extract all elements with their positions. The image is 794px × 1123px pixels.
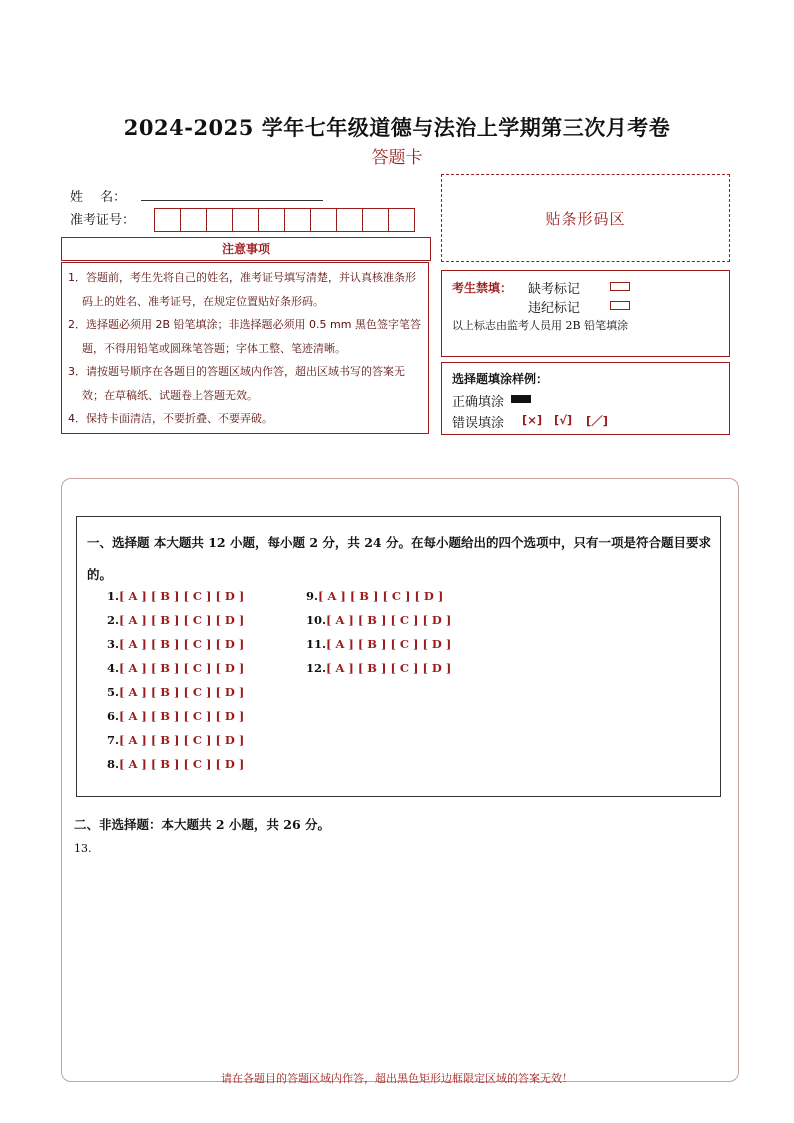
exam-id-digit-box[interactable] (362, 208, 389, 232)
absent-label: 缺考标记 (528, 282, 581, 297)
page-subtitle: 答题卡 (371, 148, 423, 168)
question-row[interactable]: 12.[ A ] [ B ] [ C ] [ D ] (306, 661, 452, 675)
exam-id-label: 准考证号： (70, 213, 136, 228)
sample-title: 选择题填涂样例： (452, 372, 549, 386)
exam-id-boxes[interactable] (155, 208, 415, 232)
question-row[interactable]: 5.[ A ] [ B ] [ C ] [ D ] (107, 685, 245, 699)
question-row[interactable]: 11.[ A ] [ B ] [ C ] [ D ] (306, 637, 452, 651)
page-title: 2024-2025 学年七年级道德与法治上学期第三次月考卷 (123, 115, 671, 140)
wrong-fill-sample: [／] (586, 414, 609, 428)
choice-section-frame (76, 516, 721, 797)
question-row[interactable]: 2.[ A ] [ B ] [ C ] [ D ] (107, 613, 245, 627)
question-row[interactable]: 6.[ A ] [ B ] [ C ] [ D ] (107, 709, 245, 723)
exam-id-digit-box[interactable] (258, 208, 285, 232)
name-field[interactable] (141, 200, 323, 201)
exam-id-digit-box[interactable] (336, 208, 363, 232)
exam-id-digit-box[interactable] (310, 208, 337, 232)
notice-item: 1．答题前，考生先将自己的姓名，准考证号填写清楚，并认真核准条形码上的姓名、准考证号，在规定位置贴好条形码。 (68, 271, 416, 308)
ban-note: 以上标志由监考人员用 2B 铅笔填涂 (452, 319, 629, 332)
exam-id-digit-box[interactable] (154, 208, 181, 232)
footer-warning: 请在各题目的答题区域内作答，超出黑色矩形边框限定区域的答案无效！ (221, 1072, 573, 1085)
notice-item: 3．请按题号顺序在各题目的答题区域内作答，超出区域书写的答案无效；在草稿纸、试题卷上答题无效。 (68, 365, 405, 402)
violation-label: 违纪标记 (528, 301, 581, 316)
notice-item: 2．选择题必须用 2B 铅笔填涂；非选择题必须用 0.5 mm 黑色签字笔答题，不得用铅笔或圆珠笔答题；字体工整、笔迹清晰。 (68, 318, 421, 355)
exam-id-digit-box[interactable] (232, 208, 259, 232)
proctor-marks-box (441, 270, 730, 357)
fill-sample-box (441, 362, 730, 435)
wrong-fill-sample: [×] (522, 413, 543, 427)
ban-label: 考生禁填： (452, 281, 513, 295)
section1-header (87, 527, 712, 591)
barcode-label: 贴条形码区 (545, 209, 626, 228)
exam-id-digit-box[interactable] (284, 208, 311, 232)
question-row[interactable]: 1.[ A ] [ B ] [ C ] [ D ] (107, 589, 245, 603)
notice-title: 注意事项 (61, 237, 431, 261)
section1-title: 一、选择题 (87, 535, 150, 550)
notice-list (61, 262, 429, 434)
question-13-answer-area[interactable] (74, 860, 724, 1060)
question-row[interactable]: 8.[ A ] [ B ] [ C ] [ D ] (107, 757, 245, 771)
section1-description: 本大题共 12 小题，每小题 2 分，共 24 分。在每小题给出的四个选项中，只有一项是符合题目要求的。 (87, 535, 711, 582)
question-row[interactable]: 10.[ A ] [ B ] [ C ] [ D ] (306, 613, 452, 627)
question-row[interactable]: 7.[ A ] [ B ] [ C ] [ D ] (107, 733, 245, 747)
question-row[interactable]: 4.[ A ] [ B ] [ C ] [ D ] (107, 661, 245, 675)
absent-mark-box[interactable] (610, 282, 630, 291)
section2-title: 二、非选择题：本大题共 2 小题，共 26 分。 (74, 817, 331, 832)
name-label: 姓 名： (70, 190, 127, 205)
question-row[interactable]: 3.[ A ] [ B ] [ C ] [ D ] (107, 637, 245, 651)
correct-fill-sample (511, 395, 531, 403)
question-row[interactable]: 9.[ A ] [ B ] [ C ] [ D ] (306, 589, 444, 603)
correct-fill-label: 正确填涂 (452, 395, 505, 410)
wrong-fill-sample: [√] (554, 413, 573, 427)
exam-id-digit-box[interactable] (206, 208, 233, 232)
wrong-fill-label: 错误填涂 (452, 416, 505, 431)
barcode-area (441, 174, 730, 262)
violation-mark-box[interactable] (610, 301, 630, 310)
question-13-label: 13. (74, 842, 92, 855)
exam-id-digit-box[interactable] (388, 208, 415, 232)
exam-id-digit-box[interactable] (180, 208, 207, 232)
notice-item: 4．保持卡面清洁，不要折叠、不要弄破。 (68, 412, 273, 425)
